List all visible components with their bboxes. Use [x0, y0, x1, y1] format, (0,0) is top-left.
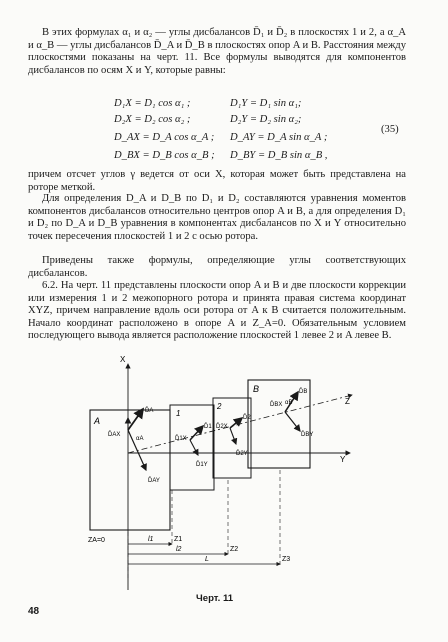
label-l1: l1	[148, 536, 154, 543]
vector-d2	[230, 418, 242, 428]
label-y-axis: Y	[340, 455, 346, 464]
label-day: D̄AY	[148, 478, 160, 484]
label-d2y: D̄2Y	[236, 451, 248, 457]
formula-dbx: D_BX = D_B cos α_B ;	[114, 150, 215, 161]
label-d1: D̄1	[204, 424, 212, 430]
vector-dby	[285, 412, 300, 431]
label-db: D̄B	[299, 389, 308, 395]
label-plane-b: B	[253, 384, 260, 394]
formula-d2x: D₂X = D₂ cos α₂ ;	[114, 114, 191, 125]
paragraph-angle-reference: причем отсчет углов γ ведется от оси X, которая может быть представлена на роторе меткой.	[28, 169, 406, 193]
label-dax: D̄AX	[108, 432, 121, 438]
paragraph-section-6-2: 6.2. На черт. 11 представлены плоскости опор A и B и две плоскости коррекции или измерения 1 и 2 межопорного ротора и принята правая система координат XYZ, причем направление вдоль оси ротора от A к B считается положительным. Начало координат расположено в опоре A и Z_A=0. Обязательным условием последующего вывода является расположение плоскостей 1 левее 2 и A левее B.	[28, 280, 406, 342]
label-z1: Z1	[174, 536, 183, 543]
label-plane-a: A	[94, 416, 101, 426]
label-dby: D̄BY	[301, 432, 314, 438]
label-alpha-b: αB	[285, 400, 293, 406]
figure-caption: Черт. 11	[196, 593, 234, 604]
vector-d2y	[230, 428, 236, 444]
label-z3: Z3	[282, 556, 291, 563]
paragraph-angles: В этих формулах α₁ и α₂ — углы дисбалансов D̄₁ и D̄₂ в плоскостях 1 и 2, а α_A и α_B — углы дисбалансов D̄_A и D̄_B в плоскостях опор A и B. Расстояния между плоскостями показаны на черт. 11. Все формулы выводятся для компонентов дисбалансов по осям X и Y, которые равны:	[28, 27, 406, 76]
rotor-axis-z	[128, 395, 352, 453]
label-z-axis: Z	[345, 397, 350, 406]
vector-d1	[190, 426, 203, 440]
formula-d1x: D₁X = D₁ cos α₁ ;	[114, 98, 191, 109]
formula-d2y: D₂Y = D₂ sin α₂;	[230, 114, 302, 125]
label-dbx: D̄BX	[270, 402, 283, 408]
vector-da	[128, 409, 143, 430]
label-d2x: D̄2X	[216, 424, 228, 430]
label-plane-2: 2	[217, 402, 222, 411]
label-d1y: D̄1Y	[196, 462, 208, 468]
formula-dax: D_AX = D_A cos α_A ;	[114, 132, 215, 143]
label-l2: l2	[176, 546, 182, 553]
formula-d1y: D₁Y = D₁ sin α₁;	[230, 98, 302, 109]
label-z2: Z2	[230, 546, 239, 553]
paragraph-moment-equations: Для определения D_A и D_B по D₁ и D₂ составляются уравнения моментов компонентов дисбалансов относительно центров опор A и B, а для определения D₁ и D₂ по D_A и D_B уравнения в компонентах дисбалансов по X и Y относительно точек пересечения плоскостей 1 и 2 с осью ротора.	[28, 193, 406, 242]
formula-day: D_AY = D_A sin α_A ;	[230, 132, 328, 143]
label-plane-1: 1	[176, 409, 181, 418]
label-x-axis: X	[120, 355, 126, 364]
page-number: 48	[28, 606, 40, 617]
label-da: D̄A	[145, 408, 154, 414]
label-d2: D̄2	[243, 415, 251, 421]
formula-dby: D_BY = D_B sin α_B ,	[230, 150, 328, 161]
label-za: ZA=0	[88, 537, 105, 544]
equation-number: (35)	[381, 124, 399, 135]
paragraph-angle-formulas: Приведены также формулы, определяющие углы соответствующих дисбалансов.	[28, 255, 406, 279]
label-alpha-a: αA	[136, 436, 144, 442]
label-d1x: D̄1X	[175, 436, 187, 442]
label-l: L	[205, 556, 209, 563]
